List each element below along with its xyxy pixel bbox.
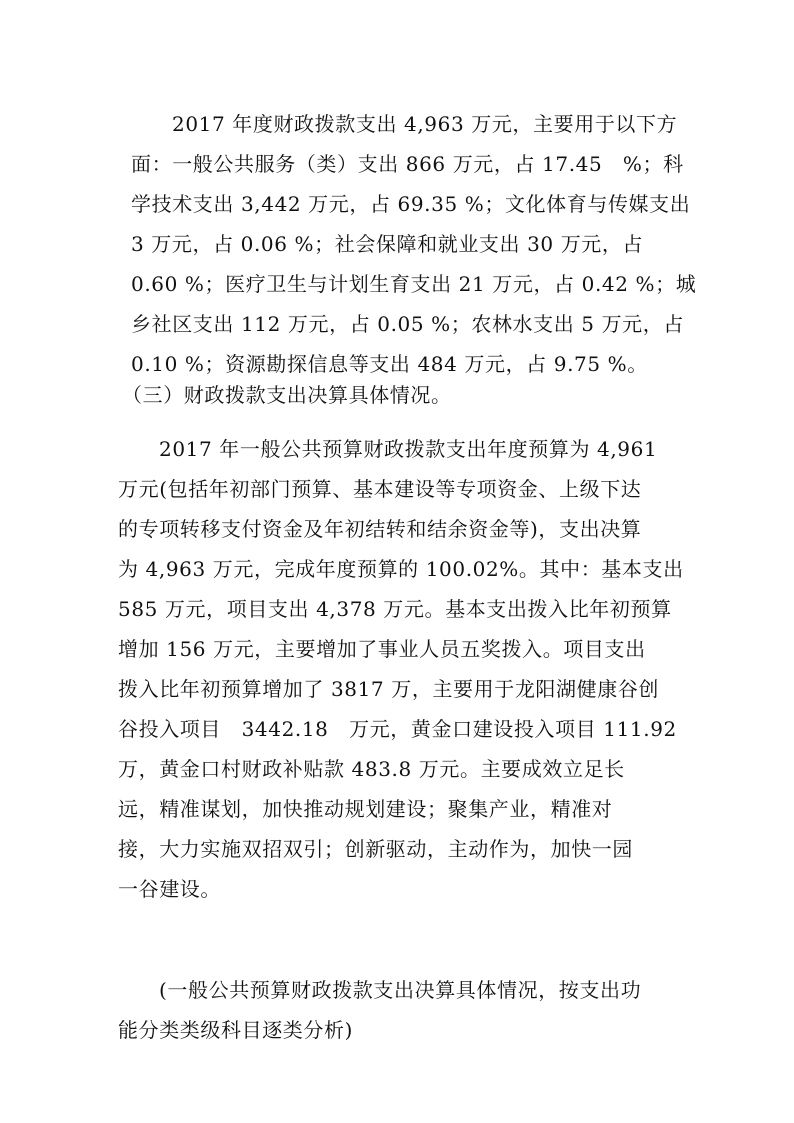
paragraph2-line-11: 接，大力实施双招双引；创新驱动，主动作为，加快一园 — [118, 837, 633, 861]
paragraph1-line-5: 0.60 %；医疗卫生与计划生育支出 21 万元，占 0.42 %；城 — [131, 272, 697, 296]
section-heading: （三）财政拨款支出决算具体情况。 — [122, 383, 452, 407]
paragraph2-line-4: 为 4,963 万元，完成年度预算的 100.02%。其中：基本支出 — [118, 557, 684, 581]
paragraph2-line-12: 一谷建设。 — [118, 877, 221, 901]
paragraph2-line-8: 谷投入项目 3442.18 万元，黄金口建设投入项目 111.92 — [118, 717, 677, 741]
note-line-1: (一般公共预算财政拨款支出决算具体情况，按支出功 — [159, 978, 642, 1002]
paragraph2-line-3: 的专项转移支付资金及年初结转和结余资金等)，支出决算 — [118, 517, 642, 541]
paragraph1-line-7: 0.10 %；资源勘探信息等支出 484 万元，占 9.75 %。 — [131, 352, 648, 376]
note-line-2: 能分类类级科目逐类分析) — [118, 1018, 354, 1042]
paragraph1-line-3: 学技术支出 3,442 万元，占 69.35 %；文化体育与传媒支出 — [131, 192, 691, 216]
paragraph1-line-2: 面：一般公共服务（类）支出 866 万元，占 17.45 %；科 — [131, 152, 684, 176]
paragraph2-line-5: 585 万元，项目支出 4,378 万元。基本支出拨入比年初预算 — [118, 597, 672, 621]
paragraph1-line-1: 2017 年度财政拨款支出 4,963 万元，主要用于以下方 — [172, 112, 678, 136]
paragraph2-line-9: 万，黄金口村财政补贴款 483.8 万元。主要成效立足长 — [118, 757, 625, 781]
paragraph2-line-6: 增加 156 万元，主要增加了事业人员五奖拨入。项目支出 — [118, 637, 646, 661]
paragraph1-line-6: 乡社区支出 112 万元，占 0.05 %；农林水支出 5 万元，占 — [131, 312, 684, 336]
paragraph2-line-7: 拨入比年初预算增加了 3817 万，主要用于龙阳湖健康谷创 — [118, 677, 660, 701]
paragraph2-line-2: 万元(包括年初部门预算、基本建设等专项资金、上级下达 — [118, 477, 642, 501]
paragraph2-line-1: 2017 年一般公共预算财政拨款支出年度预算为 4,961 — [159, 437, 658, 461]
paragraph1-line-4: 3 万元，占 0.06 %；社会保障和就业支出 30 万元，占 — [131, 232, 644, 256]
paragraph2-line-10: 远，精准谋划，加快推动规划建设；聚集产业，精准对 — [118, 797, 613, 821]
